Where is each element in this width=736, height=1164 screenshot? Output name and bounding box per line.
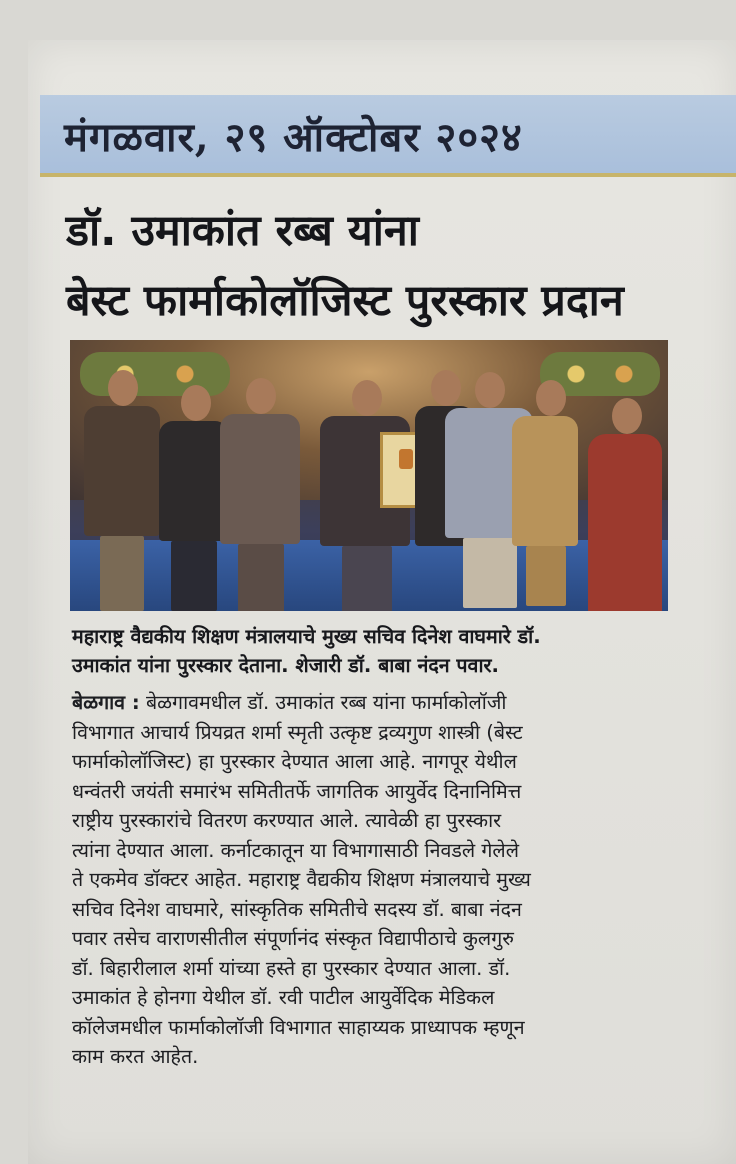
article-line: त्यांना देण्यात आला. कर्नाटकातून या विभागासाठी निवडले गेलेले <box>72 838 519 862</box>
article-line: काम करत आहेत. <box>72 1045 199 1068</box>
article-line: कॉलेजमधील फार्माकोलॉजी विभागात साहाय्यक प्राध्यापक म्हणून <box>72 1015 525 1039</box>
article-line: विभागात आचार्य प्रियव्रत शर्मा स्मृती उत्कृष्ट द्रव्यगुण शास्त्री (बेस्ट <box>72 720 523 744</box>
article-line: बेळगाव : बेळगावमधील डॉ. उमाकांत रब्ब यांना फार्माकोलॉजी <box>72 691 507 714</box>
photo-caption <box>72 622 712 680</box>
edition-date: मंगळवार, २९ ऑक्टोबर २०२४ <box>64 114 523 161</box>
award-ceremony-photo <box>70 340 668 611</box>
flower-decoration-left <box>80 352 230 396</box>
headline-line-1: डॉ. उमाकांत रब्ब यांना <box>66 206 419 256</box>
dateline: बेळगाव : <box>72 691 140 714</box>
caption-line: महाराष्ट्र वैद्यकीय शिक्षण मंत्रालयाचे मुख्य सचिव दिनेश वाघमारे डॉ. <box>72 625 541 648</box>
caption-line: उमाकांत यांना पुरस्कार देताना. शेजारी डॉ. बाबा नंदन पवार. <box>72 654 499 677</box>
article-body <box>72 688 702 1072</box>
article-line: राष्ट्रीय पुरस्कारांचे वितरण करण्यात आले. त्यावेळी हा पुरस्कार <box>72 809 502 832</box>
article-line: डॉ. बिहारीलाल शर्मा यांच्या हस्ते हा पुरस्कार देण्यात आला. डॉ. <box>72 956 511 980</box>
headline-line-2: बेस्ट फार्माकोलॉजिस्ट पुरस्कार प्रदान <box>66 276 624 326</box>
article-line: धन्वंतरी जयंती समारंभ समितीतर्फे जागतिक आयुर्वेद दिनानिमित्त <box>72 779 522 803</box>
article-line: फार्माकोलॉजिस्ट) हा पुरस्कार देण्यात आला आहे. नागपूर येथील <box>72 750 517 773</box>
article-line: पवार तसेच वाराणसीतील संपूर्णानंद संस्कृत विद्यापीठाचे कुलगुरु <box>72 927 514 950</box>
article-line: उमाकांत हे होनगा येथील डॉ. रवी पाटील आयुर्वेदिक मेडिकल <box>72 986 495 1009</box>
article-line: ते एकमेव डॉक्टर आहेत. महाराष्ट्र वैद्यकीय शिक्षण मंत्रालयाचे मुख्य <box>72 868 531 891</box>
article-line: सचिव दिनेश वाघमारे, सांस्कृतिक समितीचे सदस्य डॉ. बाबा नंदन <box>72 897 522 921</box>
